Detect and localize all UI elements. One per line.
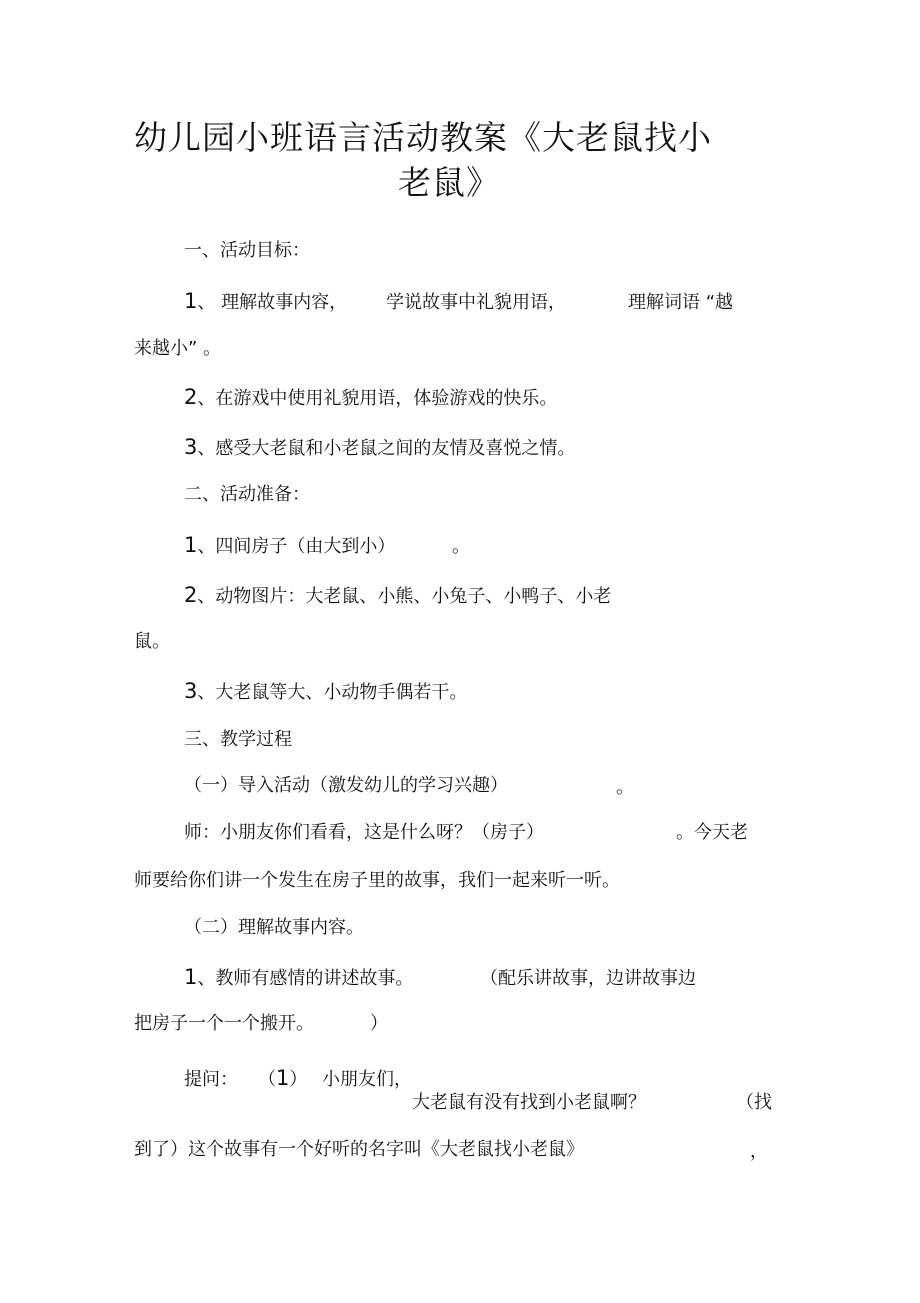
question-number-close: ） [289, 1069, 308, 1090]
goal-1-line [184, 290, 347, 314]
prep-1-line [184, 534, 395, 558]
title-line-1: 幼儿园小班语言活动教案《大老鼠找小 [134, 118, 712, 157]
teacher-continuation: 师要给你们讲一个发生在房子里的故事，我们一起来听一听。 [134, 870, 620, 891]
tell-text-a: 、教师有感情的讲述故事。 [197, 968, 414, 989]
teacher-line-a: 师：小朋友你们看看，这是什么呀？（房子） [184, 822, 544, 843]
step-2-heading: （二）理解故事内容。 [184, 917, 364, 938]
prep-3-text: 、大老鼠等大、小动物手偶若干。 [197, 682, 468, 703]
prep-2-continuation: 鼠。 [134, 631, 170, 652]
prep-3-line [184, 680, 467, 704]
question-number-group [258, 1067, 307, 1091]
question-number-open: （ [258, 1069, 276, 1090]
goal-1-text-c: 理解词语 “越 [628, 292, 734, 313]
goal-1-continuation: 来越小” 。 [134, 338, 222, 359]
goal-1-text-b: 学说故事中礼貌用语， [386, 292, 566, 313]
step-1-text: （一）导入活动（激发幼儿的学习兴趣） [184, 775, 508, 796]
prep-2-number: 2 [184, 583, 198, 607]
title-line-2: 老鼠》 [398, 163, 500, 202]
teacher-line-b: 。今天老 [676, 822, 748, 843]
tell-text-b: （配乐讲故事，边讲故事边 [480, 968, 696, 989]
goals-heading: 一、活动目标： [184, 240, 310, 261]
goal-3-line [184, 436, 575, 460]
prep-1-end: 。 [452, 536, 470, 557]
step-1-end: 。 [616, 777, 634, 798]
tell-continuation: 把房子一个一个搬开。 [134, 1013, 314, 1034]
question-continuation: 到了）这个故事有一个好听的名字叫《大老鼠找小老鼠》 [134, 1139, 584, 1160]
tell-end: ） [370, 1013, 388, 1034]
prep-2-text: 、动物图片：大老鼠、小熊、小兔子、小鸭子、小老 [197, 586, 612, 607]
process-heading: 三、教学过程 [184, 729, 292, 750]
prep-1-number: 1 [184, 533, 198, 557]
goal-2-line [184, 386, 557, 410]
question-text-b: 大老鼠有没有找到小老鼠啊？ [412, 1092, 646, 1113]
question-end: ， [750, 1141, 768, 1162]
prep-1-text: 、四间房子（由大到小） [197, 536, 396, 557]
goal-1-text-a: 、 理解故事内容， [197, 292, 348, 313]
question-label: 提问： [184, 1069, 238, 1090]
prep-3-number: 3 [184, 679, 198, 703]
tell-line [184, 966, 413, 990]
question-text-c: （找 [736, 1092, 772, 1113]
prep-heading: 二、活动准备： [184, 484, 310, 505]
goal-2-text: 、在游戏中使用礼貌用语，体验游戏的快乐。 [197, 388, 558, 409]
goal-3-text: 、感受大老鼠和小老鼠之间的友情及喜悦之情。 [197, 438, 576, 459]
goal-1-number: 1 [184, 289, 198, 313]
tell-number: 1 [184, 965, 198, 989]
goal-2-number: 2 [184, 385, 198, 409]
goal-3-number: 3 [184, 435, 198, 459]
question-number: 1 [276, 1066, 290, 1090]
question-text-a: 小朋友们， [322, 1069, 412, 1090]
prep-2-line [184, 584, 611, 608]
